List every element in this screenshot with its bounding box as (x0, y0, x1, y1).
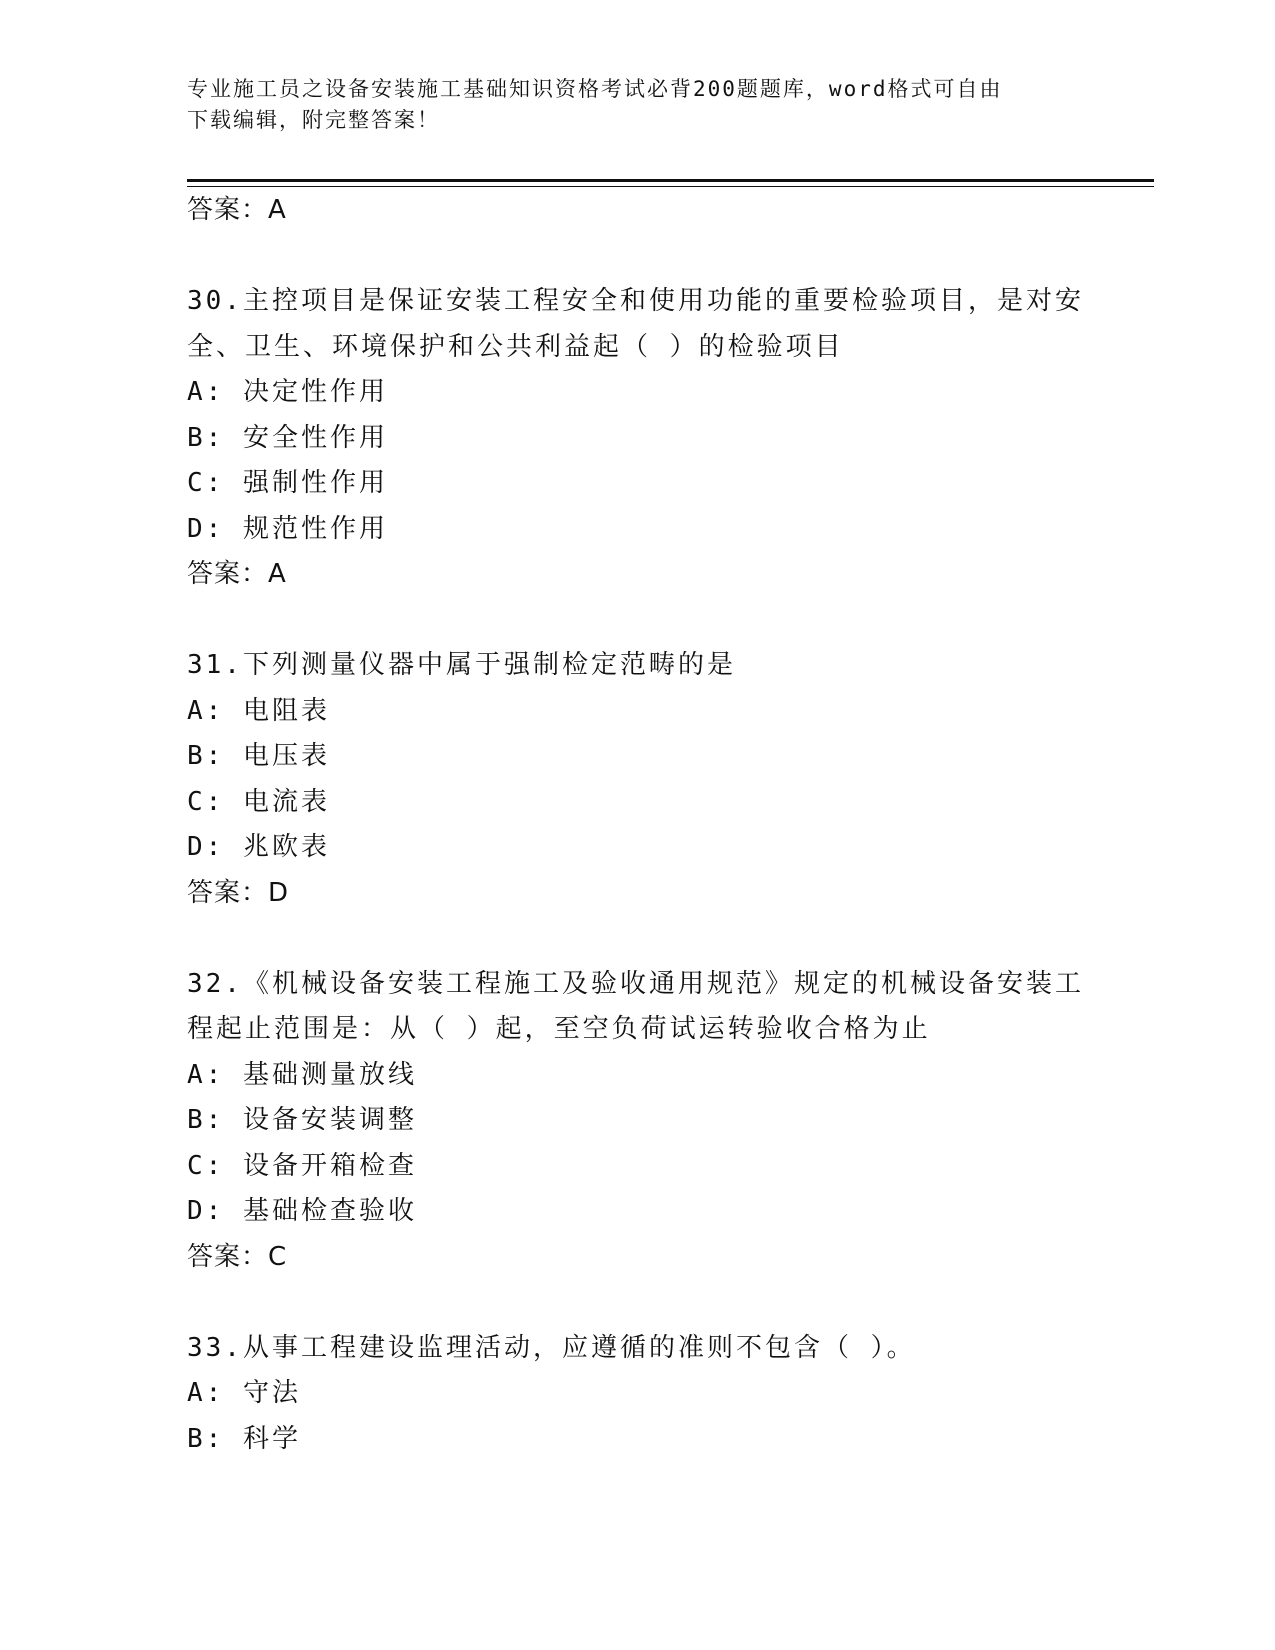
spacer (187, 234, 1087, 280)
option-b: B: 科学 (187, 1423, 301, 1454)
question-stem: 全、卫生、环境保护和公共利益起（ ）的检验项目 (187, 331, 844, 362)
option-a: A: 电阻表 (187, 695, 330, 726)
option-a: A: 基础测量放线 (187, 1059, 417, 1090)
document-header (187, 74, 1087, 136)
question-30 (187, 279, 1087, 598)
question-stem: 30.主控项目是保证安装工程安全和使用功能的重要检验项目，是对安 (187, 286, 1084, 316)
option-b: B: 安全性作用 (187, 422, 388, 453)
question-stem: 程起止范围是：从（ ）起，至空负荷试运转验收合格为止 (187, 1014, 931, 1044)
question-stem: 33.从事工程建设监理活动，应遵循的准则不包含（ ）。 (187, 1332, 916, 1363)
option-d: D: 兆欧表 (187, 832, 330, 862)
question-32 (187, 962, 1087, 1281)
option-a: A: 决定性作用 (187, 377, 388, 407)
question-33 (187, 1326, 1087, 1463)
question-stem: 31.下列测量仪器中属于强制检定范畴的是 (187, 650, 736, 680)
option-d: D: 基础检查验收 (187, 1196, 417, 1226)
spacer (187, 598, 1087, 644)
header-line-2: 下载编辑，附完整答案！ (187, 108, 440, 132)
option-b: B: 电压表 (187, 741, 330, 771)
option-a: A: 守法 (187, 1378, 301, 1408)
question-31 (187, 643, 1087, 916)
header-rule-thin (187, 186, 1154, 187)
header-rule-thick (187, 179, 1154, 182)
option-c: C: 设备开箱检查 (187, 1150, 417, 1181)
option-d: D: 规范性作用 (187, 513, 388, 544)
answer: 答案：A (187, 559, 287, 589)
answer: 答案：D (187, 877, 290, 908)
document-body (187, 188, 1087, 1462)
answer: 答案：C (187, 1241, 288, 1272)
header-line-1: 专业施工员之设备安装施工基础知识资格考试必背200题题库，word格式可自由 (187, 77, 1003, 101)
previous-answer: 答案：A (187, 195, 287, 225)
spacer (187, 916, 1087, 962)
option-c: C: 强制性作用 (187, 468, 388, 498)
question-stem: 32.《机械设备安装工程施工及验收通用规范》规定的机械设备安装工 (187, 968, 1084, 999)
spacer (187, 1280, 1087, 1326)
option-b: B: 设备安装调整 (187, 1105, 417, 1135)
option-c: C: 电流表 (187, 786, 330, 817)
